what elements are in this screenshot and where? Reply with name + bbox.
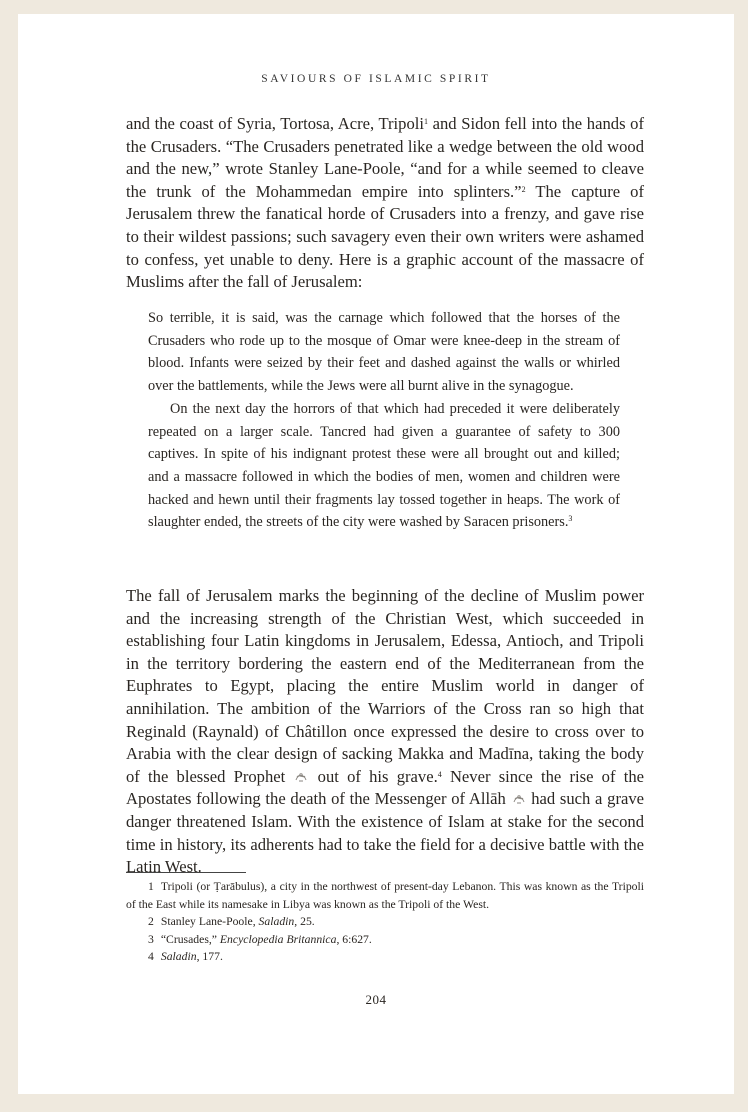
para1-text-a: and the coast of Syria, Tortosa, Acre, Tripoli (126, 114, 424, 133)
block-quote (148, 307, 620, 534)
footnote-2 (126, 913, 644, 931)
footnote-text-after: , 177. (196, 950, 223, 964)
para2-text-c: Never since the rise of the Apostates following the death of the Messenger of Allāh (126, 766, 644, 809)
para1-text-b: and Sidon fell into the hands of the Crusaders. “The Crusaders penetrated like a wedge between the old wood and the new,” wrote Stanley Lane-Poole, “and for a while seemed to cleave the trunk of the Mohammedan empire into splinters.” (126, 114, 645, 201)
footnote-ref-3[interactable]: 3 (568, 514, 573, 524)
footnote-rule (126, 872, 246, 873)
footnote-number: 2 (148, 915, 154, 929)
footnote-ref-2[interactable]: 2 (521, 184, 526, 194)
para2-text-a: The fall of Jerusalem marks the beginning of the decline of Muslim power and the increasing strength of the Christian West, which succeeded in establishing four Latin kingdoms in Jerusalem, Edessa, Antioch, and Tripoli in the territory bordering the eastern end of the Mediterranean from the Euphrates to Egypt, placing the entire Muslim world in danger of annihilation. The ambition of the Warriors of the Cross ran so high that Reginald (Raynald) of Châtillon once expressed the desire to cross over to Arabia with the clear design of sacking Makka and Madīna, taking the body of the blessed Prophet (126, 586, 644, 786)
footnote-number: 1 (148, 880, 154, 893)
footnote-text: Stanley Lane-Poole, (160, 915, 259, 929)
book-page (18, 14, 734, 1094)
footnote-number: 3 (148, 932, 154, 946)
footnote-4 (126, 948, 644, 966)
paragraph-1 (126, 113, 644, 294)
footnote-text: Tripoli (or Ṭarābulus), a city in the northwest of present-day Lebanon. This was known as the Tripoli of the East while its namesake in Libya was known as the Tripoli of the West. (126, 880, 644, 911)
footnote-1 (126, 878, 644, 913)
running-head: SAVIOURS OF ISLAMIC SPIRIT (261, 73, 491, 85)
footnotes (126, 878, 644, 966)
footnote-title: Encyclopedia Britannica (219, 932, 337, 946)
quote-paragraph-2-text: On the next day the horrors of that which had preceded it were deliberately repeated on a larger scale. Tancred had given a guarantee of safety to 300 captives. In spite of his indignant protest these were all brought out and killed; and a massacre followed in which the bodies of men, women and children were hacked and hewn until their fragments lay tossed together in heaps. The work of slaughter ended, the streets of the city were washed by Saracen prisoners. (148, 400, 620, 531)
footnote-ref-1[interactable]: 1 (423, 117, 428, 126)
paragraph-2 (126, 585, 644, 879)
footnote-ref-4[interactable]: 4 (437, 769, 442, 779)
footnote-text: “Crusades,” (160, 932, 220, 946)
footnote-3 (126, 931, 644, 949)
para2-text-b: out of his grave. (309, 766, 438, 786)
para2-text-d: had such a grave danger threatened Islam. With the existence of Islam at stake for the second time in history, its adherents had to take the field for a decisive battle with the Latin West. (126, 789, 645, 877)
footnote-title: Saladin (160, 950, 197, 964)
footnote-text-after: , 6:627. (336, 932, 372, 946)
quote-paragraph-2 (148, 398, 620, 534)
salutation-calligraphy-icon (512, 793, 526, 805)
salutation-calligraphy-icon (294, 771, 308, 783)
footnote-number: 4 (148, 950, 154, 964)
page-number: 204 (365, 992, 387, 1007)
quote-paragraph-1: So terrible, it is said, was the carnage which followed that the horses of the Crusaders who rode up to the mosque of Omar were knee-deep in the stream of blood. Infants were seized by their feet and dashed against the walls or whirled over the battlements, while the Jews were all burnt alive in the synagogue. (148, 310, 620, 395)
para1-text-c: The capture of Jerusalem threw the fanatical horde of Crusaders into a frenzy, and gave rise to their wildest passions; such savagery even their own writers were ashamed to confess, yet unable to deny. Here is a graphic account of the massacre of Muslims after the fall of Jerusalem: (126, 181, 644, 292)
footnote-title: Saladin (258, 915, 295, 929)
footnote-text-after: , 25. (294, 915, 315, 929)
